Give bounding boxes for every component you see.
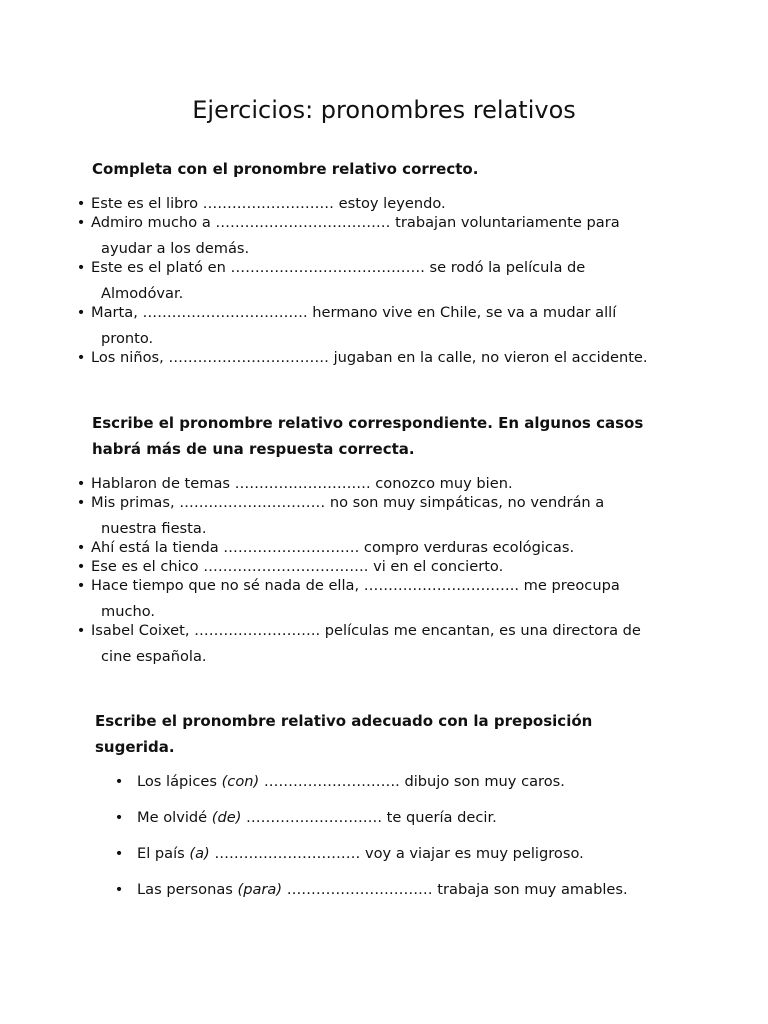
item-text-rest: ………………………. dibujo son muy caros. xyxy=(259,773,565,790)
list-item xyxy=(0,557,701,576)
item-text: Los lápices xyxy=(137,773,222,790)
list-item xyxy=(0,258,701,303)
item-text: Este es el libro ……………………… estoy leyendo. xyxy=(91,195,446,212)
bullet-icon: • xyxy=(76,195,86,212)
section1-heading: Completa con el pronombre relativo correcto. xyxy=(92,160,479,178)
section1-list xyxy=(0,194,701,367)
item-text: Me olvidé xyxy=(137,809,212,826)
item-text: Ahí está la tienda ………………………. compro verduras ecológicas. xyxy=(91,539,575,556)
item-text-continued: cine española. xyxy=(101,648,207,665)
item-text: Las personas xyxy=(137,881,238,898)
item-text: Hablaron de temas ………………………. conozco muy bien. xyxy=(91,475,513,492)
bullet-icon: • xyxy=(76,494,86,511)
list-item xyxy=(0,213,701,258)
bullet-icon: • xyxy=(76,304,86,321)
bullet-icon: • xyxy=(114,881,124,898)
list-item xyxy=(0,194,701,213)
list-item xyxy=(0,772,717,791)
item-text: Isabel Coixet, …………………….. películas me encantan, es una directora de xyxy=(91,622,641,639)
list-item xyxy=(0,621,701,666)
preposition-hint: (con) xyxy=(221,773,260,790)
item-text: Hace tiempo que no sé nada de ella, ………………………….. me preocupa xyxy=(91,577,620,594)
page-title: Ejercicios: pronombres relativos xyxy=(192,96,576,124)
list-item xyxy=(0,474,701,493)
list-item xyxy=(0,844,717,863)
item-text-continued: mucho. xyxy=(101,603,156,620)
bullet-icon: • xyxy=(76,349,86,366)
section2-list xyxy=(0,474,701,666)
bullet-icon: • xyxy=(76,539,86,556)
bullet-icon: • xyxy=(76,214,86,231)
list-item xyxy=(0,303,701,348)
item-text: El país xyxy=(137,845,190,862)
item-text-rest: ………………………… voy a viajar es muy peligroso. xyxy=(209,845,584,862)
bullet-icon: • xyxy=(76,475,86,492)
bullet-icon: • xyxy=(76,558,86,575)
bullet-icon: • xyxy=(114,773,124,790)
preposition-hint: (de) xyxy=(211,809,242,826)
item-text-rest: ………………………… trabaja son muy amables. xyxy=(282,881,628,898)
item-text-continued: pronto. xyxy=(101,330,154,347)
item-text: Marta, ……………………………. hermano vive en Chile, se va a mudar allí xyxy=(91,304,617,321)
item-text-continued: nuestra fiesta. xyxy=(101,520,207,537)
item-text-continued: Almodóvar. xyxy=(101,285,184,302)
list-item xyxy=(0,493,701,538)
item-text: Admiro mucho a ……………………………… trabajan voluntariamente para xyxy=(91,214,620,231)
list-item xyxy=(0,538,701,557)
bullet-icon: • xyxy=(76,259,86,276)
list-item xyxy=(0,576,701,621)
bullet-icon: • xyxy=(76,577,86,594)
preposition-hint: (para) xyxy=(237,881,283,898)
item-text-continued: ayudar a los demás. xyxy=(101,240,250,257)
preposition-hint: (a) xyxy=(189,845,210,862)
item-text: Mis primas, ………………………… no son muy simpáticas, no vendrán a xyxy=(91,494,605,511)
list-item xyxy=(0,348,701,367)
item-text-rest: ………………………. te quería decir. xyxy=(241,809,497,826)
list-item xyxy=(0,808,717,827)
item-text: Este es el plató en …………………………………. se rodó la película de xyxy=(91,259,586,276)
section3-heading: Escribe el pronombre relativo adecuado con la preposición sugerida. xyxy=(95,712,593,756)
list-item xyxy=(0,880,717,899)
section2-heading: Escribe el pronombre relativo correspondiente. En algunos casos habrá más de una respuesta correcta. xyxy=(92,414,644,458)
bullet-icon: • xyxy=(114,809,124,826)
item-text: Los niños, …………………………… jugaban en la calle, no vieron el accidente. xyxy=(91,349,648,366)
bullet-icon: • xyxy=(76,622,86,639)
section3-list xyxy=(0,772,717,899)
item-text: Ese es el chico ……………………………. vi en el concierto. xyxy=(91,558,504,575)
bullet-icon: • xyxy=(114,845,124,862)
